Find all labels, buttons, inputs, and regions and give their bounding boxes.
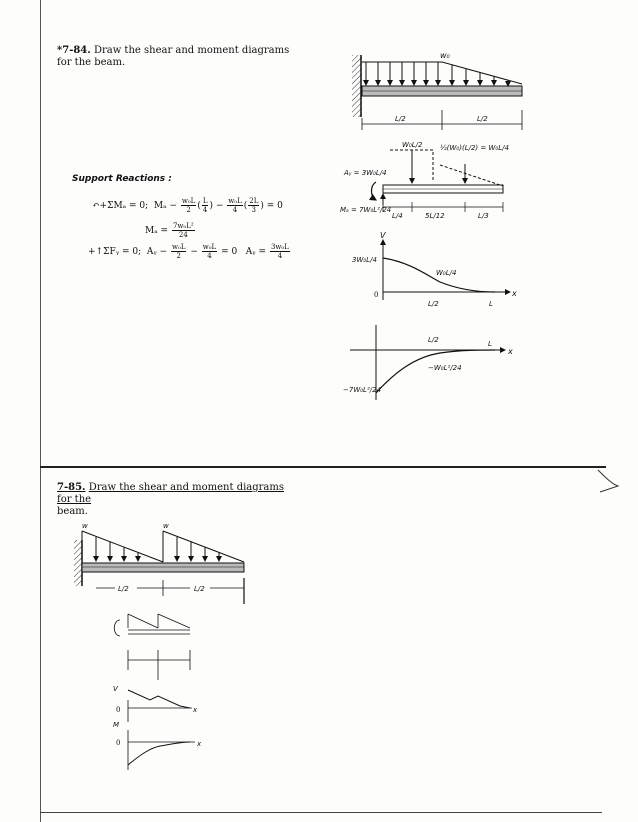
moment-start-value: −7W₀L²/24 — [343, 386, 382, 394]
support-reactions-heading: Support Reactions : — [72, 174, 172, 184]
force-result-lhs: Aᵧ = — [245, 247, 267, 257]
moment-m-axis-label: M — [113, 721, 120, 729]
problem-84-free-body-diagram — [340, 141, 509, 220]
wall-support — [74, 540, 82, 586]
moment-rhs: = 0 — [266, 201, 283, 211]
load-label-1: w — [82, 522, 88, 530]
fbd-dim-1: L/4 — [392, 212, 403, 220]
page-edge-mark — [598, 470, 618, 492]
force-sum-label: +↑ΣFᵧ = 0; — [88, 247, 142, 257]
moment-axis-x-label: x — [508, 347, 513, 356]
problem-85-beam-figure — [74, 522, 244, 604]
shear-mid-value: W₀L/4 — [436, 269, 457, 277]
fraction: $\frac{\text{7w₀L²}}{24}$ — [172, 222, 194, 239]
fraction: $\frac{\text{w₀L}}{2}$ — [172, 243, 186, 260]
moment-equilibrium-equation: ↶+ΣMₐ = 0; Mₐ − $\frac{\text{w₀L}}{2}$ ( $\frac{L}{4}$ ) − $\frac{\text{w₀L}}{4}$ ( $\frac{2L}{3}$ ) = 0 — [92, 197, 283, 214]
fbd-dim-3: L/3 — [478, 212, 489, 220]
moment-lhs: Mₐ − — [153, 201, 177, 211]
span-label-2: L/2 — [194, 585, 205, 593]
span-label-right: L/2 — [477, 115, 488, 123]
problem-85-solution-sketch — [114, 614, 195, 770]
shear-v-axis-label: V — [113, 685, 118, 693]
shear-x-end-label: L — [489, 300, 493, 308]
fraction: $\frac{\text{w₀L}}{2}$ — [181, 197, 196, 214]
ma-label: Mₐ = 7W₀L²/24 — [340, 206, 392, 214]
ma-reaction-arrow — [371, 182, 376, 200]
moment-sum-label: ↶+ΣMₐ = 0; — [92, 201, 149, 211]
ay-label: Aᵧ = 3W₀L/4 — [344, 169, 387, 177]
shear-origin-label: 0 — [374, 291, 379, 299]
problem-85-prompt-line1: Draw the shear and moment diagrams for the — [57, 482, 285, 505]
moment-x-label: x — [197, 740, 202, 748]
distributed-load-arrows — [96, 537, 219, 561]
moment-x-end-label: L — [488, 340, 492, 348]
load-intensity-label: w₀ — [440, 51, 450, 60]
problem-84-shear-diagram — [352, 231, 517, 308]
shear-axis-x-label: x — [512, 289, 517, 298]
rect-force-label: W₀L/2 — [402, 141, 423, 149]
fbd-dim-2: 5L/12 — [425, 212, 445, 220]
problem-85-prompt-line2: beam. — [57, 506, 88, 517]
fraction: $\frac{\text{w₀L}}{4}$ — [202, 243, 217, 260]
tri-force-label: ½(W₀)(L/2) = W₀L/4 — [440, 144, 509, 152]
cantilever-beam — [82, 563, 244, 572]
shear-x-mid-label: L/2 — [428, 300, 439, 308]
load-label-2: w — [163, 522, 169, 530]
shear-start-value: 3W₀L/4 — [352, 256, 377, 264]
problem-85-number: 7-85. — [57, 482, 86, 493]
load-outline — [362, 62, 522, 84]
problem-84-prompt: Draw the shear and moment diagrams for the beam. — [57, 45, 290, 68]
force-equilibrium-equation: +↑ΣFᵧ = 0; Aᵧ − $\frac{\text{w₀L}}{2}$ − $\frac{\text{w₀L}}{4}$ = 0 Aᵧ = $\frac{\text{3w₀L}}{4}$ — [88, 243, 289, 260]
moment-zero-label: 0 — [116, 739, 121, 747]
shear-zero-label: 0 — [116, 706, 121, 714]
shear-axis-v-label: V — [380, 231, 386, 240]
force-lhs: Aᵧ − — [146, 247, 168, 257]
ma-lhs: Mₐ = — [145, 226, 169, 236]
fraction: $\frac{2L}{3}$ — [249, 197, 259, 214]
problem-84-moment-diagram — [343, 325, 513, 400]
fraction: $\frac{\text{w₀L}}{4}$ — [228, 197, 242, 214]
moment-x-mid-label: L/2 — [428, 336, 439, 344]
fbd-dimensions — [383, 202, 503, 212]
fraction: $\frac{L}{4}$ — [202, 197, 208, 214]
problem-84-number: *7-84. — [57, 45, 91, 56]
tri-resultant-outline — [440, 165, 503, 186]
span-dimension — [362, 110, 522, 130]
shear-x-label: x — [193, 706, 198, 714]
span-label-left: L/2 — [395, 115, 406, 123]
span-label-1: L/2 — [118, 585, 129, 593]
problem-84-beam-figure — [352, 51, 522, 130]
force-mid: = 0 — [221, 247, 238, 257]
fraction: $\frac{\text{3w₀L}}{4}$ — [270, 243, 289, 260]
moment-mid-value: −W₀L²/24 — [428, 364, 462, 372]
